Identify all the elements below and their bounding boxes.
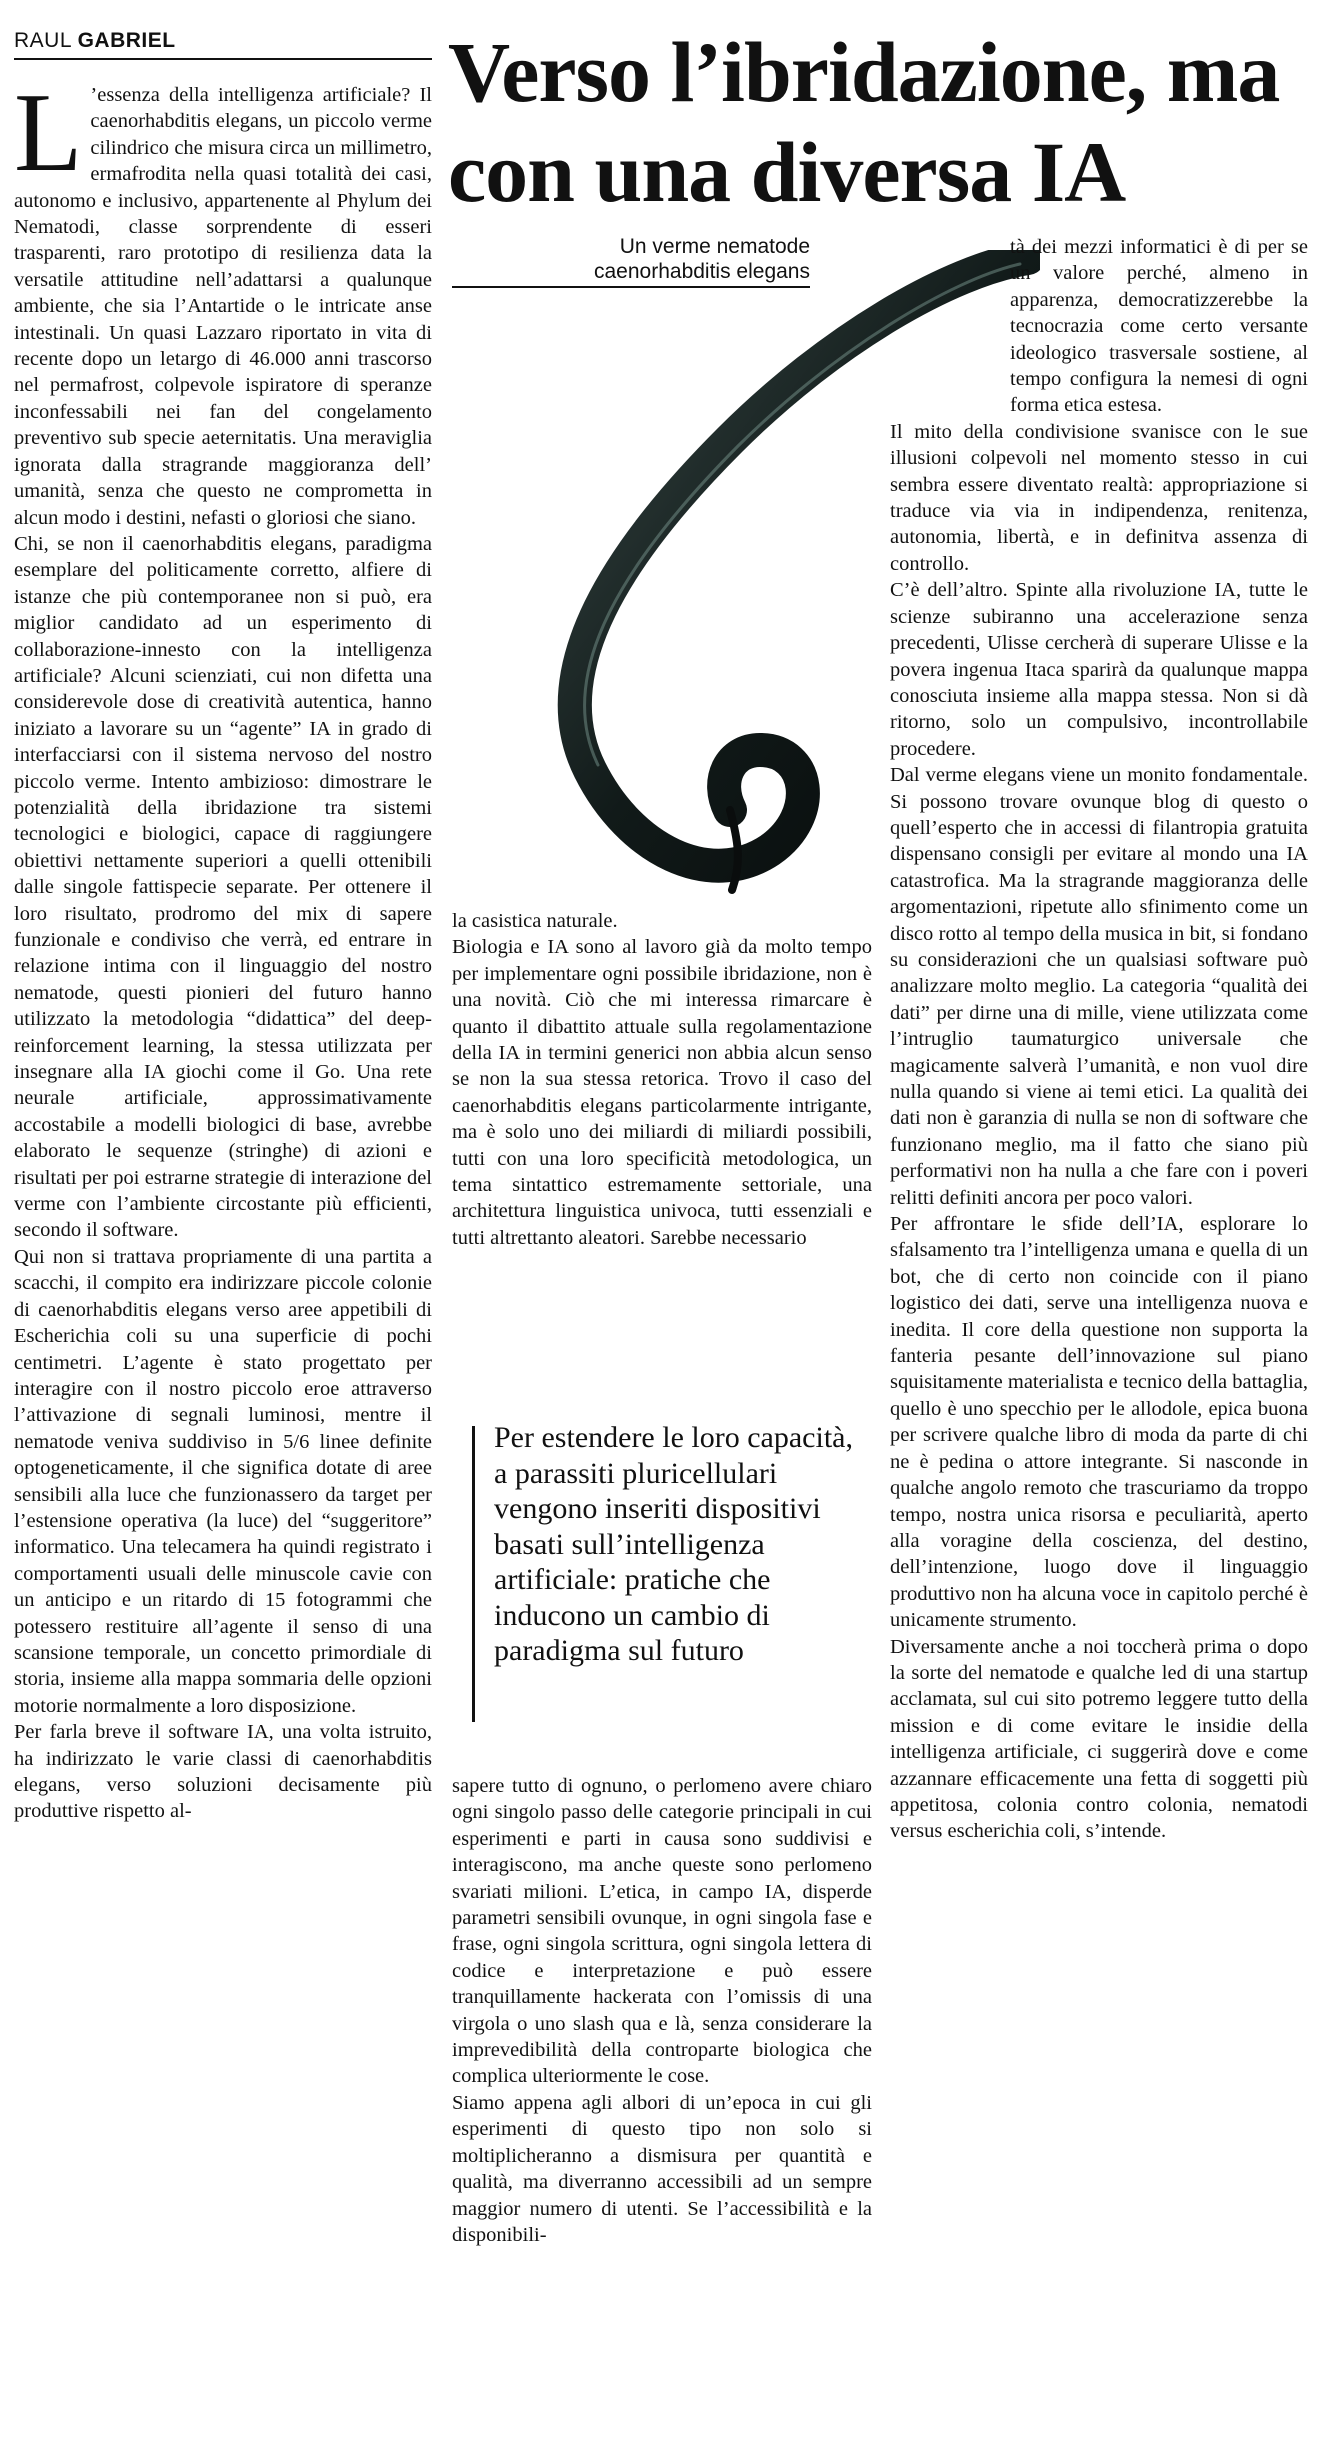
paragraph: C’è dell’altro. Spinte alla rivoluzione IA, tutte le scienze subiranno una accelerazione senza precedenti, Ulisse cercherà di superare Ulisse e la povera ingenua Itaca sparirà da qualunque mappa conosciuta insieme alla mappa stessa. Non si dà ritorno, solo un compulsivo, incontrollabile procedere. xyxy=(890,579,1308,760)
article-column-3 xyxy=(890,234,1308,1845)
paragraph: Per affrontare le sfide dell’IA, esplorare lo sfalsamento tra l’intelligenza umana e quella di un bot, che di certo non coincide con il piano logistico dei dati, serve una intelligenza nuova e inedita. Il core della questione non supporta la fanteria pesante dell’innovazione sul piano squisitamente materialista e tecnico della battaglia, quello è uno specchio per le allodole, epica buona per scrivere qualche libro di moda da parte di chi ne è pedina o attore integrante. Si nasconde in qualche angolo remoto che trascuriamo da troppo tempo, nostra unica risorsa e peculiarità, aperto alla voragine della coscienza, del destino, dell’intenzione, luogo dove il linguaggio produttivo non ha alcuna voce in capitolo perché è unicamente strumento. xyxy=(890,1213,1308,1632)
paragraph: sapere tutto di ognuno, o perlomeno avere chiaro ogni singolo passo delle categorie principali in cui esperimenti e parti in causa sono suddivisi e interagiscono, ma anche queste sono perlomeno svariati milioni. L’etica, in campo IA, disperde parametri sensibili ovunque, in ogni singola fase e frase, ogni singola scrittura, ogni singola lettera di codice e interpretazione e può essere tranquillamente hackerata con l’omissis di una virgola o uno slash qua e là, senza considerare la imprevedibilità della controparte biologica che complica ulteriormente le cose. xyxy=(452,1775,872,2088)
author-rule xyxy=(14,58,432,60)
article-column-2-bottom xyxy=(452,1773,872,2248)
drop-cap: L xyxy=(14,71,83,195)
paragraph: Per farla breve il software IA, una volta istruito, ha indirizzato le varie classi di caenorhabditis elegans, verso soluzioni decisamente più produttive rispetto al- xyxy=(14,1721,432,1823)
paragraph xyxy=(14,71,432,531)
paragraph: tà dei mezzi informatici è di per se un valore perché, almeno in apparenza, democratizzerebbe la tecnocrazia come certo versante ideologico trasversale sostiene, al tempo configura la nemesi di ogni forma etica estesa. xyxy=(1010,236,1308,417)
author-first-name: RAUL xyxy=(14,29,72,52)
paragraph: Il mito della condivisione svanisce con le sue illusioni colpevoli nel momento stesso in cui sembra essere diventato realtà: appropriazione si traduce via via in indipendenza, renitenza, autonomia, libertà, e in definitva assenza di controllo. xyxy=(890,420,1308,575)
pull-quote xyxy=(452,1420,872,1730)
author-last-name: GABRIEL xyxy=(77,29,176,52)
paragraph: Chi, se non il caenorhabditis elegans, paradigma esemplare del politicamente corretto, alfiere di istanze che più contemporanee non si può, era miglior candidato ad un esperimento di collaborazione-innesto con la intelligenza artificiale? Alcuni scienziati, cui non difetta una considerevole dose di creatività autentica, hanno iniziato a lavorare su un “agente” IA in grado di interfacciarsi con il sistema nervoso del nostro piccolo verme. Intento ambizioso: dimostrare le potenzialità della ibridazione tra sistemi tecnologici e biologici, capace di raggiungere obiettivi nettamente superiori a quelli ottenibili dalle singole fattispecie separate. Per ottenere il loro risultato, prodromo del mix di sapere funzionale e condiviso che verrà, ed entrare in relazione intima con il linguaggio del nostro nematode, questi pionieri del futuro hanno utilizzato la metodologia “didattica” del deep-reinforcement learning, la stessa utilizzata per insegnare alla IA giochi come il Go. Una rete neurale artificiale, approssimativamente accostabile a modelli biologici di base, avrebbe elaborato le sequenze (stringhe) di azioni e risultati per poi estrarne strategie di interazione del verme con l’ambiente circostante più efficienti, secondo il software. xyxy=(14,532,432,1242)
pull-quote-text: Per estendere le loro capacità, a parassiti pluricellulari vengono inseriti dispositivi basati sull’intelligenza artificiale: pratiche che inducono un cambio di paradigma sul futuro xyxy=(494,1421,853,1667)
paragraph: Siamo appena agli albori di un’epoca in cui gli esperimenti di questo tipo non solo si moltiplicheranno a dismisura per quantità e qualità, ma diverranno accessibili ad un sempre maggior numero di utenti. Se l’accessibilità e la disponibili- xyxy=(452,2091,872,2246)
article-column-1 xyxy=(14,71,432,1825)
paragraph: Biologia e IA sono al lavoro già da molto tempo per implementare ogni possibile ibridazione, non è una novità. Ciò che mi interessa rimarcare è quanto il dibattito attuale sulla regolamentazione della IA in termini generici non abbia alcun senso se non la sua stessa retorica. Trovo il caso del caenorhabditis elegans particolarmente intrigante, ma è solo uno dei miliardi di miliardi possibili, tutti con una loro specificità metodologica, un tema sintattico estremamente settoriale, una architettura linguistica univoca, tutti essenziali e tutti altrettanto aleatori. Sarebbe necessario xyxy=(452,936,872,1249)
paragraph: Diversamente anche a noi toccherà prima o dopo la sorte del nematode e qualche led di una startup acclamata, sul cui sito potremo leggere tutto della mission e di come evitare le insidie della intelligenza artificiale, ci suggerirà dove e come azzannare efficacemente una fetta di soggetti più appetitosa, colonia contro colonia, nematodi versus escherichia coli, s’intende. xyxy=(890,1635,1308,1843)
article-title: Verso l’ibridazione, ma con una diversa IA xyxy=(448,24,1280,220)
article-column-2-top xyxy=(452,908,872,1251)
image-caption: Un verme nematode caenorhabditis elegans xyxy=(594,235,810,283)
paragraph: la casistica naturale. xyxy=(452,910,618,932)
paragraph: Dal verme elegans viene un monito fondamentale. Si possono trovare ovunque blog di questo o quell’esperto che in accessi di filantropia gratuita dispensano consigli per evitare al mondo una IA catastrofica. Ma la stragrande maggioranza delle argomentazioni, ripetute allo sfinimento come un disco rotto al tempo della musica in bit, si fondano su considerazioni che un qualsiasi software può analizzare molto meglio. La categoria “qualità dei dati” per dirne una di mille, viene utilizzata come l’intruglio taumaturgico universale che magicamente salverà l’umanità, e non vuol dire nulla quando si viene ai temi etici. La qualità dei dati non è garanzia di nulla se non di software che funzionano meglio, ma il fatto che siano più performativi non ha nulla a che fare con i poveri relitti definiti ancora per poco valori. xyxy=(890,764,1308,1209)
paragraph-text: ’essenza della intelligenza artificiale? Il caenorhabditis elegans, un piccolo verme cilindrico che misura circa un millimetro, ermafrodita nella quasi totalità dei casi, autonomo e inclusivo, appartenente al Phylum dei Nematodi, classe sorprendente di esseri trasparenti, raro prototipo di resilienza data la versatile attitudine nell’adattarsi a qualunque ambiente, che sia l’Antartide o le intricate anse intestinali. Un quasi Lazzaro riportato in vita di recente dopo un letargo di 46.000 anni trascorso nel permafrost, colpevole ispiratore di speranze inconfessabili nei fan del congelamento preventivo sub specie aeternitatis. Una meraviglia ignorata dalla stragrande maggioranza dell’ umanità, senza che questo ne comprometta in alcun modo i destini, nefasti o gloriosi che siano. xyxy=(14,84,432,529)
pull-quote-bar xyxy=(472,1426,475,1722)
paragraph: Qui non si trattava propriamente di una partita a scacchi, il compito era indirizzare piccole colonie di caenorhabditis elegans verso aree appetibili di Escherichia coli su una superficie di pochi centimetri. L’agente è stato progettato per interagire con il nostro piccolo eroe attraverso l’attivazione di segnali luminosi, mentre il nematode veniva suddiviso in 5/6 linee definite optogeneticamente, il che significa dotate di aree sensibili alla luce che funzionassero da target per l’estensione operativa (la luce) del “suggeritore” informatico. Una telecamera ha quindi registrato i comportamenti usuali delle minuscole cavie con un anticipo e un ritardo di 15 fotogrammi che potessero restituire all’agente il senso di una scansione temporale, un concetto primordiale di storia, insieme alla mappa sommaria delle opzioni motorie normalmente a loro disposizione. xyxy=(14,1245,432,1717)
author-byline xyxy=(14,29,176,53)
